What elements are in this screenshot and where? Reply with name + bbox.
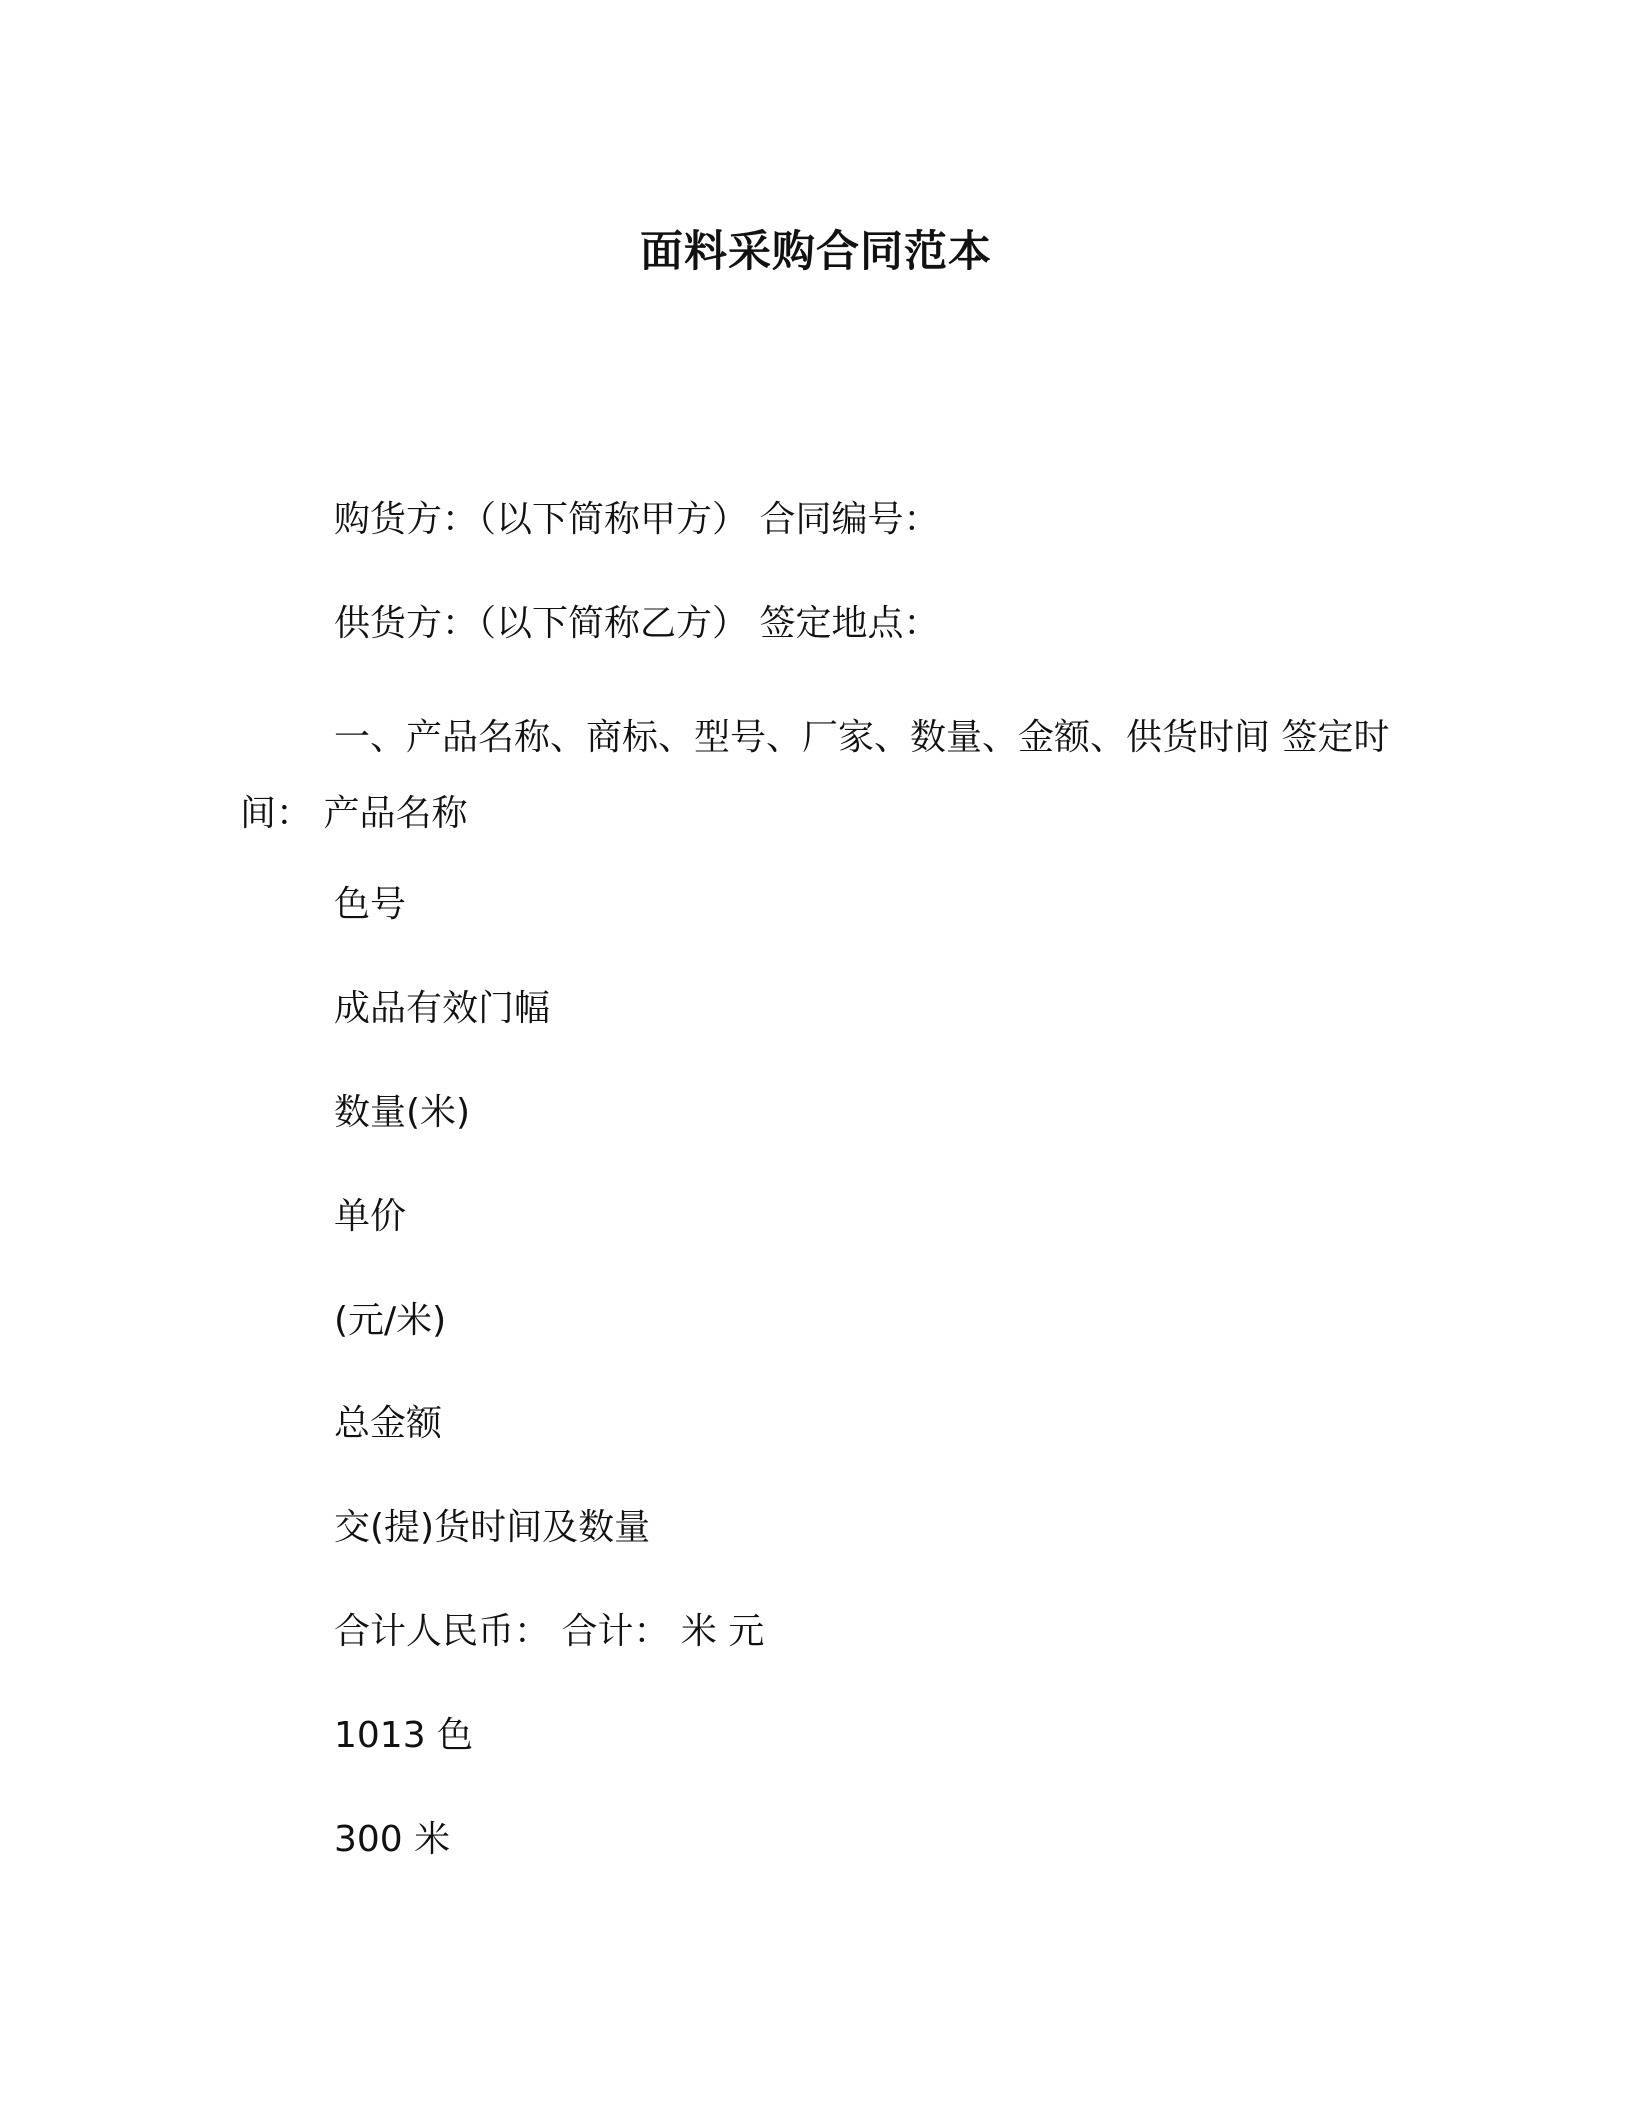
color-value-line: 1013 色	[334, 1715, 474, 1756]
quantity-label: 数量(米)	[334, 1092, 471, 1133]
document-title: 面料采购合同范本	[640, 227, 992, 277]
effective-width-label: 成品有效门幅	[334, 988, 551, 1029]
unit-price-label: 单价	[334, 1196, 407, 1237]
color-number-label: 色号	[334, 884, 407, 925]
total-rmb-line: 合计人民币： 合计： 米 元	[334, 1611, 765, 1652]
delivery-time-label: 交(提)货时间及数量	[334, 1507, 651, 1548]
quantity-value-line: 300 米	[334, 1819, 451, 1860]
total-amount-label: 总金额	[334, 1403, 443, 1444]
supplier-line: 供货方：（以下简称乙方） 签定地点：	[334, 603, 940, 644]
section-one-heading: 一、产品名称、商标、型号、厂家、数量、金额、供货时间 签定时间： 产品名称	[240, 717, 1390, 834]
buyer-line: 购货方：（以下简称甲方） 合同编号：	[334, 499, 940, 540]
unit-price-unit-label: (元/米)	[334, 1300, 447, 1341]
